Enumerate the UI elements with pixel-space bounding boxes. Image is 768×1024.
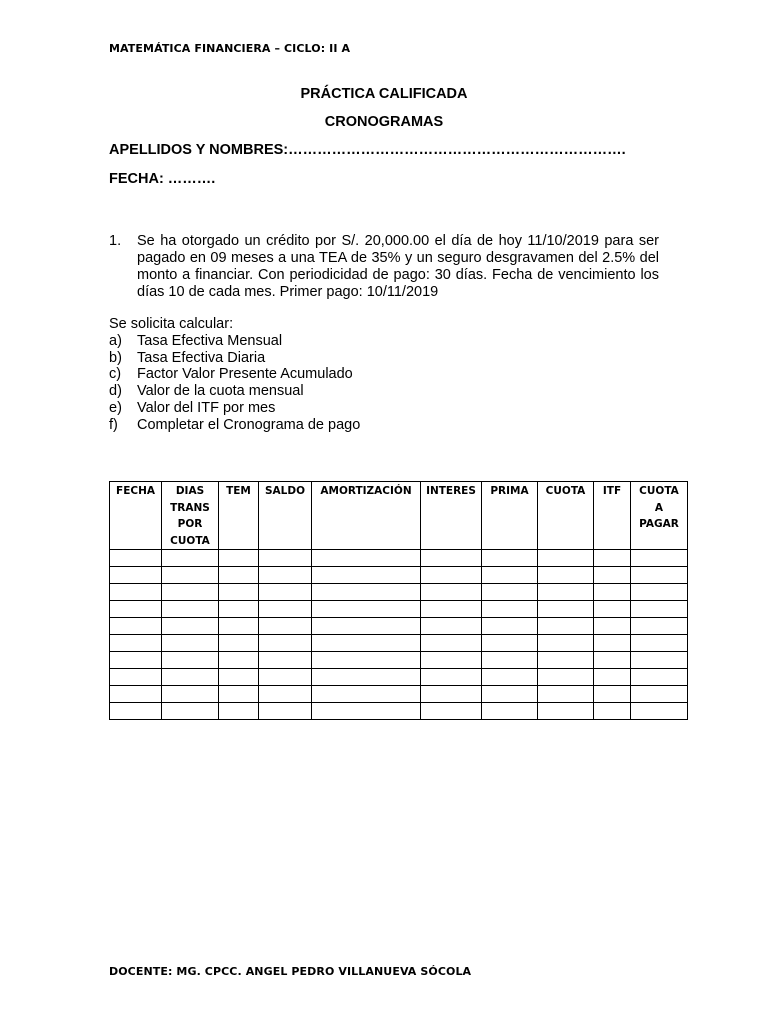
table-cell bbox=[538, 584, 594, 601]
table-cell bbox=[110, 635, 162, 652]
table-cell bbox=[594, 635, 631, 652]
table-cell bbox=[631, 686, 688, 703]
table-body bbox=[110, 550, 688, 720]
list-marker: a) bbox=[109, 332, 122, 349]
list-item bbox=[109, 383, 360, 400]
table-cell bbox=[631, 652, 688, 669]
column-header-line: CUOTA bbox=[639, 485, 679, 497]
column-header-line: FECHA bbox=[116, 485, 155, 497]
list-item bbox=[109, 400, 360, 417]
table-cell bbox=[482, 567, 538, 584]
table-row bbox=[110, 669, 688, 686]
column-header bbox=[538, 482, 594, 550]
table-cell bbox=[421, 584, 482, 601]
table-cell bbox=[538, 686, 594, 703]
table-cell bbox=[162, 550, 219, 567]
column-header-line: POR bbox=[177, 518, 203, 530]
column-header-line: TRANS bbox=[170, 501, 210, 514]
table-cell bbox=[110, 584, 162, 601]
table-cell bbox=[162, 601, 219, 618]
table-cell bbox=[421, 550, 482, 567]
table-cell bbox=[482, 652, 538, 669]
table-cell bbox=[482, 703, 538, 720]
table-cell bbox=[482, 550, 538, 567]
table-cell bbox=[259, 601, 312, 618]
list-item-text: Tasa Efectiva Mensual bbox=[137, 332, 283, 349]
column-header bbox=[110, 482, 162, 550]
table-cell bbox=[110, 601, 162, 618]
table-row bbox=[110, 550, 688, 567]
list-item-text: Valor del ITF por mes bbox=[137, 399, 276, 416]
column-header bbox=[421, 482, 482, 550]
table-cell bbox=[421, 652, 482, 669]
table-cell bbox=[259, 703, 312, 720]
column-header-line: PAGAR bbox=[639, 518, 679, 530]
column-header bbox=[312, 482, 421, 550]
table-cell bbox=[162, 584, 219, 601]
table-cell bbox=[259, 669, 312, 686]
table-cell bbox=[162, 652, 219, 669]
list-item-text: Tasa Efectiva Diaria bbox=[137, 349, 266, 366]
table-cell bbox=[421, 635, 482, 652]
table-cell bbox=[312, 567, 421, 584]
list-item bbox=[109, 333, 360, 350]
table-cell bbox=[312, 703, 421, 720]
column-header-line: CUOTA bbox=[545, 485, 586, 497]
column-header-line: INTERES bbox=[426, 485, 476, 497]
table-cell bbox=[538, 550, 594, 567]
table-cell bbox=[162, 567, 219, 584]
table-cell bbox=[538, 601, 594, 618]
column-header-line: CUOTA bbox=[170, 534, 210, 547]
table-cell bbox=[259, 686, 312, 703]
table-cell bbox=[219, 652, 259, 669]
table-cell bbox=[110, 703, 162, 720]
table-cell bbox=[538, 618, 594, 635]
table-cell bbox=[312, 635, 421, 652]
table-row bbox=[110, 703, 688, 720]
table-row bbox=[110, 686, 688, 703]
table-cell bbox=[594, 584, 631, 601]
table-cell bbox=[312, 550, 421, 567]
table-cell bbox=[259, 584, 312, 601]
page-title: PRÁCTICA CALIFICADA bbox=[300, 86, 468, 102]
column-header-line: SALDO bbox=[264, 485, 306, 497]
table-cell bbox=[219, 567, 259, 584]
table-header-row bbox=[110, 482, 688, 550]
table-cell bbox=[482, 601, 538, 618]
table-cell bbox=[219, 686, 259, 703]
table-cell bbox=[162, 669, 219, 686]
table-cell bbox=[162, 686, 219, 703]
table-cell bbox=[421, 703, 482, 720]
table-cell bbox=[538, 652, 594, 669]
list-item bbox=[109, 350, 360, 367]
column-header bbox=[594, 482, 631, 550]
table-cell bbox=[219, 635, 259, 652]
table-cell bbox=[110, 550, 162, 567]
table-cell bbox=[110, 652, 162, 669]
table-cell bbox=[594, 567, 631, 584]
table-cell bbox=[631, 635, 688, 652]
document-header: MATEMÁTICA FINANCIERA – CICLO: II A bbox=[109, 42, 351, 55]
table-cell bbox=[219, 669, 259, 686]
table-cell bbox=[594, 618, 631, 635]
table-cell bbox=[594, 652, 631, 669]
request-list bbox=[109, 316, 360, 434]
list-item-text: Completar el Cronograma de pago bbox=[137, 416, 361, 433]
date-field: FECHA: ………. bbox=[109, 171, 216, 187]
table-cell bbox=[219, 618, 259, 635]
table-row bbox=[110, 635, 688, 652]
page-subtitle: CRONOGRAMAS bbox=[324, 114, 444, 130]
column-header bbox=[162, 482, 219, 550]
list-item-text: Valor de la cuota mensual bbox=[137, 383, 304, 400]
table-cell bbox=[482, 635, 538, 652]
table-cell bbox=[631, 584, 688, 601]
table-cell bbox=[421, 567, 482, 584]
column-header-line: A bbox=[654, 501, 664, 514]
table-cell bbox=[594, 686, 631, 703]
table-cell bbox=[110, 618, 162, 635]
column-header-line: DIAS bbox=[175, 485, 205, 497]
table-cell bbox=[482, 618, 538, 635]
table-cell bbox=[538, 635, 594, 652]
question-1 bbox=[109, 233, 659, 301]
table-cell bbox=[482, 669, 538, 686]
table-cell bbox=[421, 618, 482, 635]
request-intro: Se solicita calcular: bbox=[109, 316, 234, 332]
table-cell bbox=[631, 618, 688, 635]
list-marker: e) bbox=[109, 399, 122, 416]
list-item bbox=[109, 417, 360, 434]
table-cell bbox=[421, 686, 482, 703]
table-cell bbox=[259, 567, 312, 584]
table-cell bbox=[538, 669, 594, 686]
table-cell bbox=[631, 703, 688, 720]
table-row bbox=[110, 618, 688, 635]
table-cell bbox=[219, 584, 259, 601]
table-cell bbox=[631, 550, 688, 567]
table-cell bbox=[259, 635, 312, 652]
table-cell bbox=[631, 601, 688, 618]
table-cell bbox=[482, 686, 538, 703]
table-cell bbox=[594, 550, 631, 567]
table-cell bbox=[162, 635, 219, 652]
table-cell bbox=[631, 567, 688, 584]
table-cell bbox=[312, 601, 421, 618]
table-cell bbox=[312, 652, 421, 669]
question-number: 1. bbox=[109, 233, 122, 249]
table-cell bbox=[219, 601, 259, 618]
table-cell bbox=[219, 703, 259, 720]
table-cell bbox=[421, 601, 482, 618]
table-cell bbox=[538, 703, 594, 720]
table-cell bbox=[110, 567, 162, 584]
table-cell bbox=[312, 584, 421, 601]
payment-schedule-table bbox=[109, 481, 688, 720]
table-cell bbox=[312, 618, 421, 635]
table-cell bbox=[421, 669, 482, 686]
table-cell bbox=[312, 686, 421, 703]
column-header bbox=[219, 482, 259, 550]
list-marker: d) bbox=[109, 383, 122, 400]
column-header bbox=[259, 482, 312, 550]
table-cell bbox=[312, 669, 421, 686]
table-row bbox=[110, 601, 688, 618]
column-header-line: PRIMA bbox=[490, 485, 529, 497]
question-text: Se ha otorgado un crédito por S/. 20,000.00 el día de hoy 11/10/2019 para ser pagado en 09 meses a una TEA de 35% y un seguro desgravamen del 2.5% del monto a financiar. Con periodicidad de pago: 30 días. Fecha de vencimiento los días 10 de cada mes. Primer pago: 10/11/2019 bbox=[137, 233, 659, 300]
column-header bbox=[631, 482, 688, 550]
table-cell bbox=[162, 703, 219, 720]
column-header bbox=[482, 482, 538, 550]
table-cell bbox=[162, 618, 219, 635]
table-row bbox=[110, 567, 688, 584]
table-cell bbox=[110, 686, 162, 703]
table-cell bbox=[219, 550, 259, 567]
table-cell bbox=[594, 703, 631, 720]
table-cell bbox=[631, 669, 688, 686]
table-cell bbox=[259, 550, 312, 567]
document-footer: DOCENTE: MG. CPCC. ANGEL PEDRO VILLANUEVA SÓCOLA bbox=[109, 965, 472, 978]
list-marker: f) bbox=[109, 416, 118, 433]
table-cell bbox=[538, 567, 594, 584]
table-cell bbox=[482, 584, 538, 601]
table-row bbox=[110, 652, 688, 669]
table-cell bbox=[259, 618, 312, 635]
table-cell bbox=[110, 669, 162, 686]
list-marker: b) bbox=[109, 349, 122, 366]
column-header-line: AMORTIZACIÓN bbox=[320, 485, 412, 497]
name-field: APELLIDOS Y NOMBRES:……………………………………………………………. bbox=[109, 142, 626, 158]
list-item bbox=[109, 366, 360, 383]
column-header-line: ITF bbox=[602, 485, 622, 497]
column-header-line: TEM bbox=[226, 485, 251, 497]
list-marker: c) bbox=[109, 366, 122, 383]
table-cell bbox=[594, 669, 631, 686]
list-item-text: Factor Valor Presente Acumulado bbox=[137, 366, 353, 383]
table-cell bbox=[259, 652, 312, 669]
table-cell bbox=[594, 601, 631, 618]
table-row bbox=[110, 584, 688, 601]
